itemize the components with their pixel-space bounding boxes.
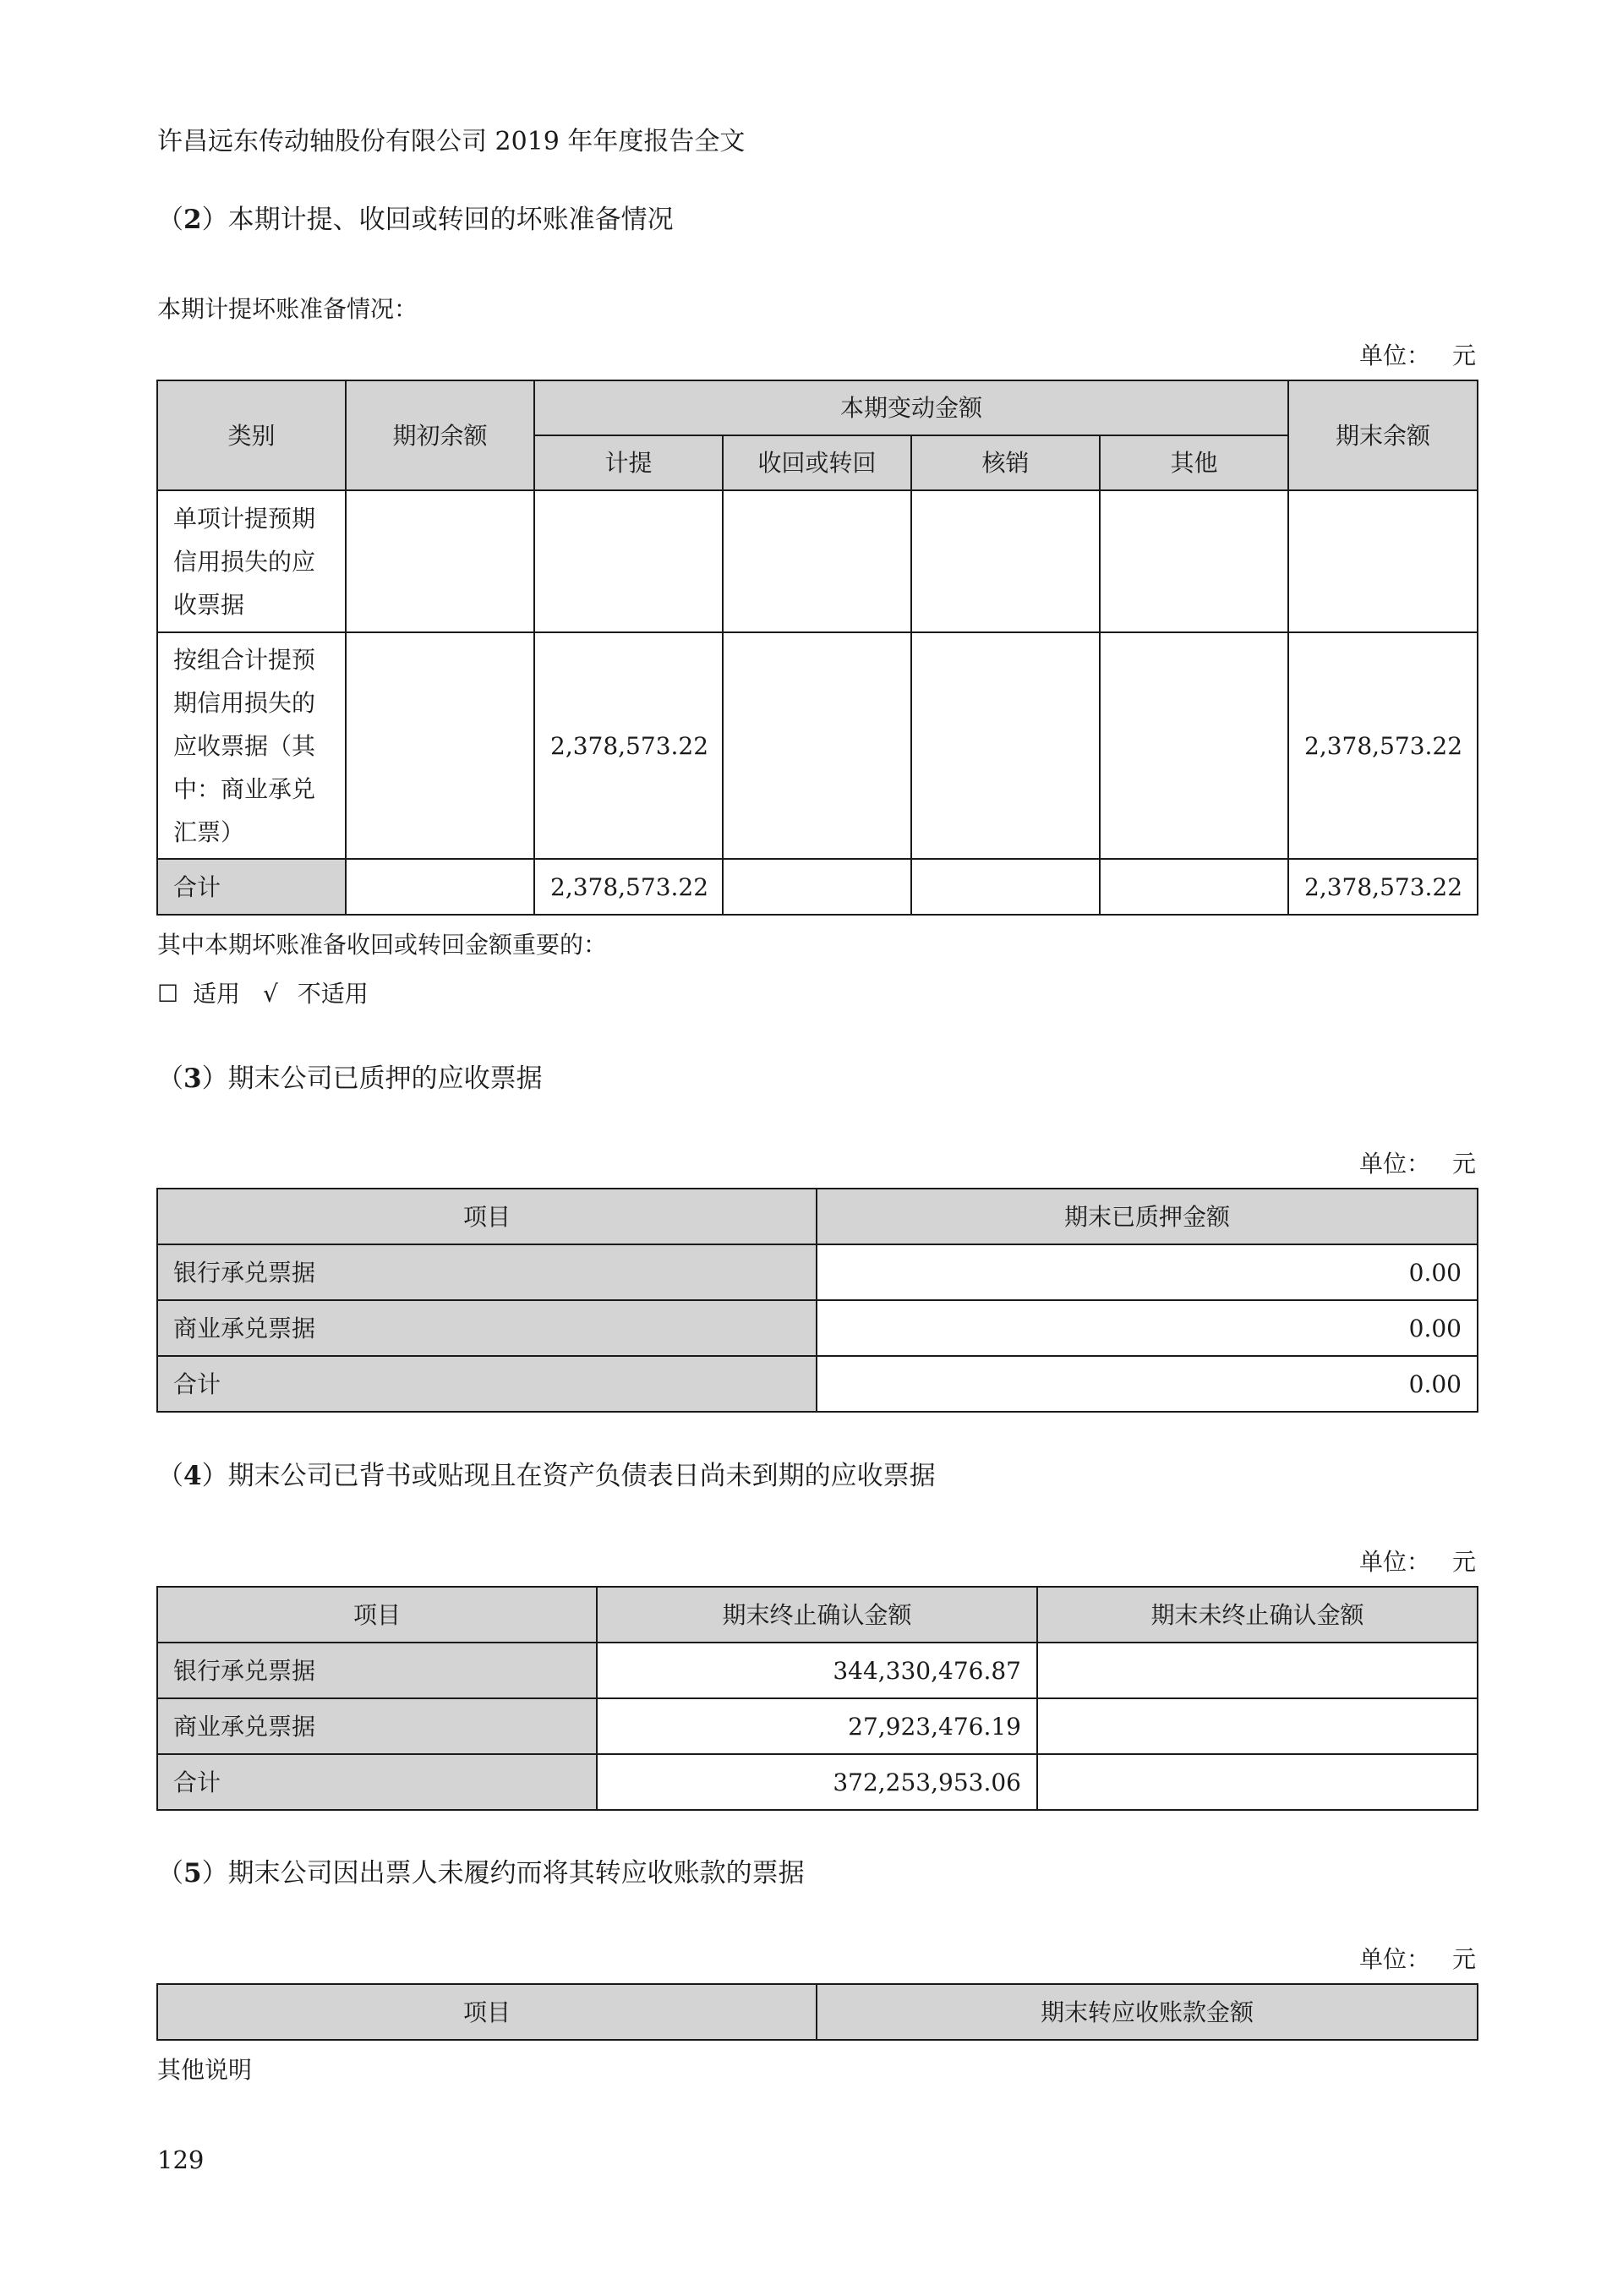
row-derecognized: 27,923,476.19 <box>597 1698 1037 1754</box>
table-row-total <box>157 859 1478 915</box>
row-closing: 2,378,573.22 <box>1288 859 1478 915</box>
row-category: 合计 <box>157 859 346 915</box>
row-amount: 0.00 <box>817 1356 1478 1412</box>
row-opening <box>346 632 534 859</box>
row-recover <box>723 632 911 859</box>
running-header: 许昌远东传动轴股份有限公司 2019 年年度报告全文 <box>157 127 746 156</box>
col-header-period-change: 本期变动金额 <box>534 380 1288 435</box>
row-accrue: 2,378,573.22 <box>534 859 723 915</box>
recovery-note: 其中本期坏账准备收回或转回金额重要的： <box>157 931 608 959</box>
table-row <box>157 490 1478 632</box>
col-header-item: 项目 <box>157 1984 817 2040</box>
page-number: 129 <box>157 2146 205 2174</box>
col-header-item: 项目 <box>157 1587 597 1643</box>
row-accrue <box>534 490 723 632</box>
row-other <box>1100 632 1288 859</box>
table-row-total <box>157 1754 1478 1810</box>
unit-value: 元 <box>1451 1945 1476 1973</box>
endorsed-discounted-notes-table <box>156 1586 1478 1811</box>
table-row <box>157 1698 1478 1754</box>
col-header-recover: 收回或转回 <box>723 435 911 490</box>
section-2-unit <box>1359 337 1476 371</box>
bad-debt-provision-table <box>156 380 1478 916</box>
section-5-title: （5）期末公司因出票人未履约而将其转应收账款的票据 <box>157 1858 805 1889</box>
col-header-accrue: 计提 <box>534 435 723 490</box>
row-opening <box>346 490 534 632</box>
section-3-title: （3）期末公司已质押的应收票据 <box>157 1063 543 1094</box>
row-recover <box>723 859 911 915</box>
pledged-notes-table <box>156 1188 1478 1413</box>
row-not-derecognized <box>1037 1754 1478 1810</box>
section-5-unit <box>1359 1941 1476 1975</box>
table-row <box>157 1300 1478 1356</box>
col-header-writeoff: 核销 <box>911 435 1100 490</box>
row-closing <box>1288 490 1478 632</box>
col-header-derecognized: 期末终止确认金额 <box>597 1587 1037 1643</box>
table-row <box>157 1244 1478 1300</box>
option-applicable: 适用 <box>193 980 241 1008</box>
row-other <box>1100 490 1288 632</box>
section-2-caption: 本期计提坏账准备情况： <box>157 295 418 323</box>
applicability-options <box>157 976 369 1009</box>
section-2-title-text: 本期计提、收回或转回的坏账准备情况 <box>227 205 674 235</box>
checkmark-icon: √ <box>262 980 278 1008</box>
row-item: 合计 <box>157 1754 597 1810</box>
option-not-applicable: 不适用 <box>297 980 369 1008</box>
col-header-category: 类别 <box>157 380 346 490</box>
row-recover <box>723 490 911 632</box>
col-header-pledged-amount: 期末已质押金额 <box>817 1189 1478 1244</box>
row-derecognized: 372,253,953.06 <box>597 1754 1037 1810</box>
unit-label: 单位： <box>1358 1945 1430 1973</box>
row-category: 按组合计提预期信用损失的应收票据（其中：商业承兑汇票） <box>157 632 346 859</box>
row-derecognized: 344,330,476.87 <box>597 1643 1037 1698</box>
row-item: 商业承兑票据 <box>157 1698 597 1754</box>
unit-label: 单位： <box>1358 1150 1430 1178</box>
section-5-title-text: 期末公司因出票人未履约而将其转应收账款的票据 <box>227 1858 805 1889</box>
unit-value: 元 <box>1451 342 1476 369</box>
row-not-derecognized <box>1037 1643 1478 1698</box>
transferred-to-receivables-table <box>156 1983 1478 2041</box>
row-amount: 0.00 <box>817 1244 1478 1300</box>
section-4-title-text: 期末公司已背书或贴现且在资产负债表日尚未到期的应收票据 <box>227 1461 936 1491</box>
row-other <box>1100 859 1288 915</box>
section-4-unit <box>1359 1544 1476 1577</box>
section-3-unit <box>1359 1145 1476 1179</box>
unit-value: 元 <box>1451 1548 1476 1576</box>
table-row-total <box>157 1356 1478 1412</box>
section-4-number: 4 <box>183 1461 202 1491</box>
row-opening <box>346 859 534 915</box>
row-closing: 2,378,573.22 <box>1288 632 1478 859</box>
col-header-item: 项目 <box>157 1189 817 1244</box>
col-header-not-derecognized: 期末未终止确认金额 <box>1037 1587 1478 1643</box>
col-header-opening-balance: 期初余额 <box>346 380 534 490</box>
row-writeoff <box>911 632 1100 859</box>
unit-label: 单位： <box>1358 342 1430 369</box>
col-header-other: 其他 <box>1100 435 1288 490</box>
row-accrue: 2,378,573.22 <box>534 632 723 859</box>
section-5-number: 5 <box>183 1858 202 1889</box>
section-2-title: （2）本期计提、收回或转回的坏账准备情况 <box>157 205 674 235</box>
section-3-number: 3 <box>183 1063 202 1094</box>
row-amount: 0.00 <box>817 1300 1478 1356</box>
section-2-number: 2 <box>183 205 202 235</box>
table-row <box>157 1643 1478 1698</box>
row-item: 银行承兑票据 <box>157 1643 597 1698</box>
unit-value: 元 <box>1451 1150 1476 1178</box>
other-notes: 其他说明 <box>157 2056 253 2084</box>
row-item: 银行承兑票据 <box>157 1244 817 1300</box>
row-not-derecognized <box>1037 1698 1478 1754</box>
checkbox-icon: ☐ <box>157 980 179 1008</box>
table-row <box>157 632 1478 859</box>
row-category: 单项计提预期信用损失的应收票据 <box>157 490 346 632</box>
row-item: 合计 <box>157 1356 817 1412</box>
col-header-closing-balance: 期末余额 <box>1288 380 1478 490</box>
section-3-title-text: 期末公司已质押的应收票据 <box>227 1063 543 1094</box>
col-header-transferred-amount: 期末转应收账款金额 <box>817 1984 1478 2040</box>
row-writeoff <box>911 490 1100 632</box>
section-4-title: （4）期末公司已背书或贴现且在资产负债表日尚未到期的应收票据 <box>157 1461 936 1491</box>
unit-label: 单位： <box>1358 1548 1430 1576</box>
row-writeoff <box>911 859 1100 915</box>
row-item: 商业承兑票据 <box>157 1300 817 1356</box>
